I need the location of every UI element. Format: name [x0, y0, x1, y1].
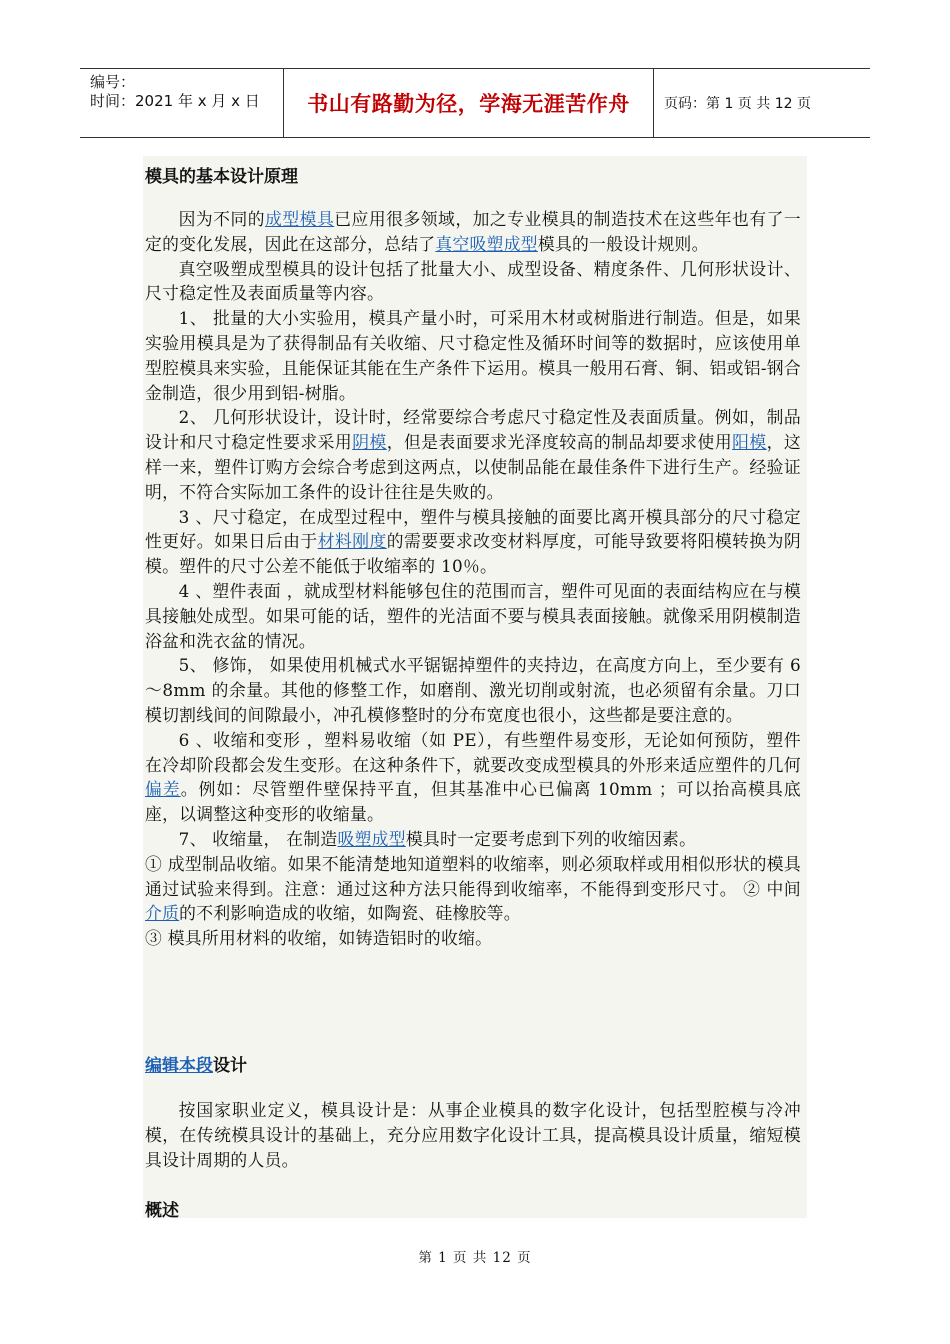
link-forming-mold[interactable]: 成型模具 [265, 209, 335, 229]
link-blister-forming[interactable]: 吸塑成型 [337, 828, 406, 849]
link-female-mold[interactable]: 阴模 [352, 432, 387, 453]
doc-date-label: 时间：2021 年 x 月 x 日 [90, 92, 260, 110]
paragraph: 7、 收缩量， 在制造吸塑成型模具时一定要考虑到下列的收缩因素。 [178, 828, 697, 849]
paragraph: 3 、尺寸稳定，在成型过程中，塑件与模具接触的面要比离开模具部分的尺寸稳定性更好。如果日后由于材料刚度的需要要求改变材料厚度，可能导致要将阳模转换为阴模。塑件的尺寸公差不能低于收缩率的 10％。 [145, 506, 802, 577]
page-footer: 第 1 页 共 12 页 [418, 1250, 532, 1266]
link-material-stiffness[interactable]: 材料刚度 [317, 531, 387, 552]
section-heading: 概述 [145, 1201, 179, 1221]
paragraph: 6 、收缩和变形 ，塑料易收缩（如 PE），有些塑件易变形，无论如何预防，塑件在冷却阶段都会发生变形。在这种条件下，就要改变成型模具的外形来适应塑件的几何偏差。例如：尽管塑件壁保持平直，但其基准中心已偏离 10mm ；可以抬高模具底座，以调整这种变形的收缩量。 [145, 729, 801, 825]
edit-section-link[interactable]: 编辑本段 [145, 1056, 213, 1076]
paragraph: 1、 批量的大小实验用，模具产量小时，可采用木材或树脂进行制造。但是，如果实验用模具是为了获得制品有关收缩、尺寸稳定性及循环时间等的数据时，应该使用单型腔模具来实验，且能保证其能在生产条件下运用。模具一般用石膏、铜、铝或铝-钢合金制造，很少用到铝-树脂。 [145, 308, 801, 403]
paragraph: ③ 模具所用材料的收缩，如铸造铝时的收缩。 [145, 928, 493, 949]
section-text [145, 1098, 801, 1172]
section-heading: 编辑本段设计 [145, 1056, 247, 1076]
paragraph: 真空吸塑成型模具的设计包括了批量大小、成型设备、精度条件、几何形状设计、尺寸稳定性及表面质量等内容。 [145, 258, 801, 304]
paragraph: 2、 几何形状设计，设计时，经常要综合考虑尺寸稳定性及表面质量。例如，制品设计和尺寸稳定性要求采用阴模，但是表面要求光泽度较高的制品却要求使用阳模，这样一来，塑件订购方会综合考虑到这两点，以使制品能在最佳条件下进行生产。经验证明，不符合实际加工条件的设计往往是失败的。 [145, 407, 801, 502]
paragraph: 5、 修饰， 如果使用机械式水平锯锯掉塑件的夹持边，在高度方向上，至少要有 6～8mm 的余量。其他的修整工作，如磨削、激光切削或射流，也必须留有余量。刀口模切割线间的间隙最小，冲孔模修整时的分布宽度也很小，这些都是要注意的。 [145, 655, 801, 725]
header-page-info: 页码：第 1 页 共 12 页 [664, 96, 811, 112]
link-medium[interactable]: 介质 [145, 903, 180, 924]
page-header [80, 68, 870, 138]
link-male-mold[interactable]: 阳模 [732, 432, 767, 453]
main-text [145, 207, 801, 951]
document-body [143, 156, 807, 1221]
link-deviation[interactable]: 偏差 [145, 779, 181, 800]
paragraph: 因为不同的成型模具已应用很多领域，加之专业模具的制造技术在这些年也有了一定的变化发展，因此在这部分，总结了真空吸塑成型模具的一般设计规则。 [145, 209, 801, 254]
doc-number-label: 编号： [90, 73, 136, 91]
header-motto: 书山有路勤为径，学海无涯苦作舟 [307, 92, 630, 116]
paragraph: 按国家职业定义，模具设计是：从事企业模具的数字化设计，包括型腔模与冷冲模，在传统模具设计的基础上，充分应用数字化设计工具，提高模具设计质量，缩短模具设计周期的人员。 [145, 1100, 801, 1170]
document-title: 模具的基本设计原理 [145, 167, 298, 187]
header-meta [90, 73, 285, 111]
paragraph: ① 成型制品收缩。如果不能清楚地知道塑料的收缩率，则必须取样或用相似形状的模具通过试验来得到。注意：通过这种方法只能得到收缩率，不能得到变形尺寸。 ② 中间介质的不利影响造成的收缩，如陶瓷、硅橡胶等。 [145, 853, 801, 924]
header-divider [653, 69, 654, 137]
paragraph: 4 、塑件表面 ，就成型材料能够包住的范围而言，塑件可见面的表面结构应在与模具接触处成型。如果可能的话，塑件的光洁面不要与模具表面接触。就像采用阴模制造浴盆和洗衣盆的情况。 [145, 580, 801, 651]
link-vacuum-forming[interactable]: 真空吸塑成型 [435, 233, 538, 254]
